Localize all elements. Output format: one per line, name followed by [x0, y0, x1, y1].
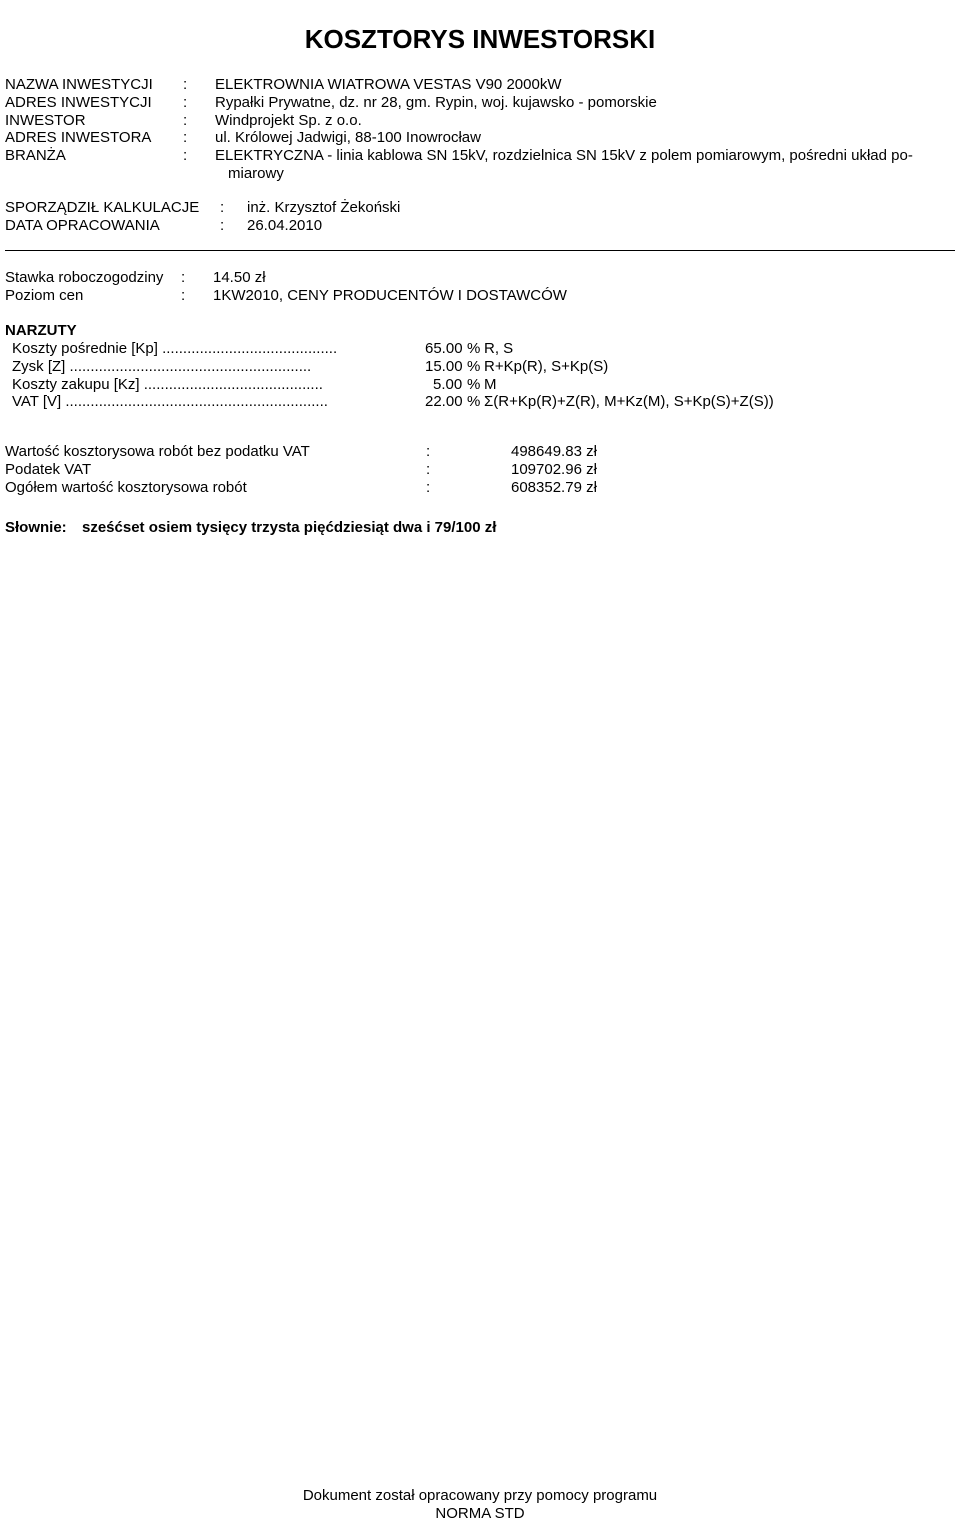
page-title: KOSZTORYS INWESTORSKI [304, 24, 656, 54]
footer-program-name: NORMA STD [435, 1505, 525, 1522]
field-label: ADRES INWESTORA [5, 129, 152, 146]
narzut-basis: R+Kp(R), S+Kp(S) [484, 358, 609, 375]
total-value: 498649.83 zł [511, 443, 597, 460]
amount-in-words-label: Słownie: [5, 519, 67, 536]
amount-in-words-value: sześćset osiem tysięcy trzysta pięćdziesiąt dwa i 79/100 zł [82, 519, 497, 536]
narzut-label: Zysk [Z] .......................................................... [12, 358, 312, 375]
field-separator: : [181, 287, 186, 304]
field-value: ELEKTROWNIA WIATROWA VESTAS V90 2000kW [215, 76, 562, 93]
narzut-unit: % [467, 340, 481, 357]
rate-value: 14.50 zł [213, 269, 266, 286]
field-value-continuation: miarowy [228, 165, 284, 182]
field-separator: : [220, 217, 225, 234]
field-value: ELEKTRYCZNA - linia kablowa SN 15kV, rozdzielnica SN 15kV z polem pomiarowym, pośredni układ po- [215, 147, 913, 164]
prepared-by-value: inż. Krzysztof Żekoński [247, 199, 401, 216]
field-value: ul. Królowej Jadwigi, 88-100 Inowrocław [215, 129, 481, 146]
field-value: Windprojekt Sp. z o.o. [215, 112, 362, 129]
field-label: INWESTOR [5, 112, 86, 129]
narzut-basis: Σ(R+Kp(R)+Z(R), M+Kz(M), S+Kp(S)+Z(S)) [484, 393, 774, 410]
rate-label: Stawka roboczogodziny [5, 269, 164, 286]
total-value: 608352.79 zł [511, 479, 597, 496]
narzut-percent: 5.00 [433, 376, 463, 393]
prepared-date-value: 26.04.2010 [247, 217, 323, 234]
narzut-unit: % [467, 376, 481, 393]
narzut-percent: 15.00 [425, 358, 463, 375]
field-separator: : [183, 147, 188, 164]
total-label: Podatek VAT [5, 461, 92, 478]
field-separator: : [426, 461, 431, 478]
narzut-unit: % [467, 393, 481, 410]
footer-line: Dokument został opracowany przy pomocy programu [302, 1487, 658, 1504]
field-separator: : [183, 94, 188, 111]
field-separator: : [183, 112, 188, 129]
field-separator: : [183, 76, 188, 93]
prepared-by-label: SPORZĄDZIŁ KALKULACJE [5, 199, 200, 216]
price-level-value: 1KW2010, CENY PRODUCENTÓW I DOSTAWCÓW [213, 287, 567, 304]
narzut-unit: % [467, 358, 481, 375]
narzut-label: VAT [V] ............................................................... [12, 393, 328, 410]
field-separator: : [183, 129, 188, 146]
field-label: ADRES INWESTYCJI [5, 94, 152, 111]
narzuty-heading: NARZUTY [5, 322, 77, 339]
field-separator: : [181, 269, 186, 286]
narzut-basis: M [484, 376, 497, 393]
price-level-label: Poziom cen [5, 287, 84, 304]
total-label: Ogółem wartość kosztorysowa robót [5, 479, 247, 496]
field-value: Rypałki Prywatne, dz. nr 28, gm. Rypin, woj. kujawsko - pomorskie [215, 94, 657, 111]
divider [5, 250, 955, 251]
field-separator: : [220, 199, 225, 216]
narzut-percent: 22.00 [425, 393, 463, 410]
prepared-date-label: DATA OPRACOWANIA [5, 217, 160, 234]
total-label: Wartość kosztorysowa robót bez podatku VAT [5, 443, 310, 460]
narzut-percent: 65.00 [425, 340, 463, 357]
narzut-label: Koszty pośrednie [Kp] .......................................... [12, 340, 338, 357]
field-label: BRANŻA [5, 147, 66, 164]
field-label: NAZWA INWESTYCJI [5, 76, 153, 93]
narzut-basis: R, S [484, 340, 514, 357]
narzut-label: Koszty zakupu [Kz] ........................................... [12, 376, 323, 393]
total-value: 109702.96 zł [511, 461, 597, 478]
field-separator: : [426, 479, 431, 496]
field-separator: : [426, 443, 431, 460]
